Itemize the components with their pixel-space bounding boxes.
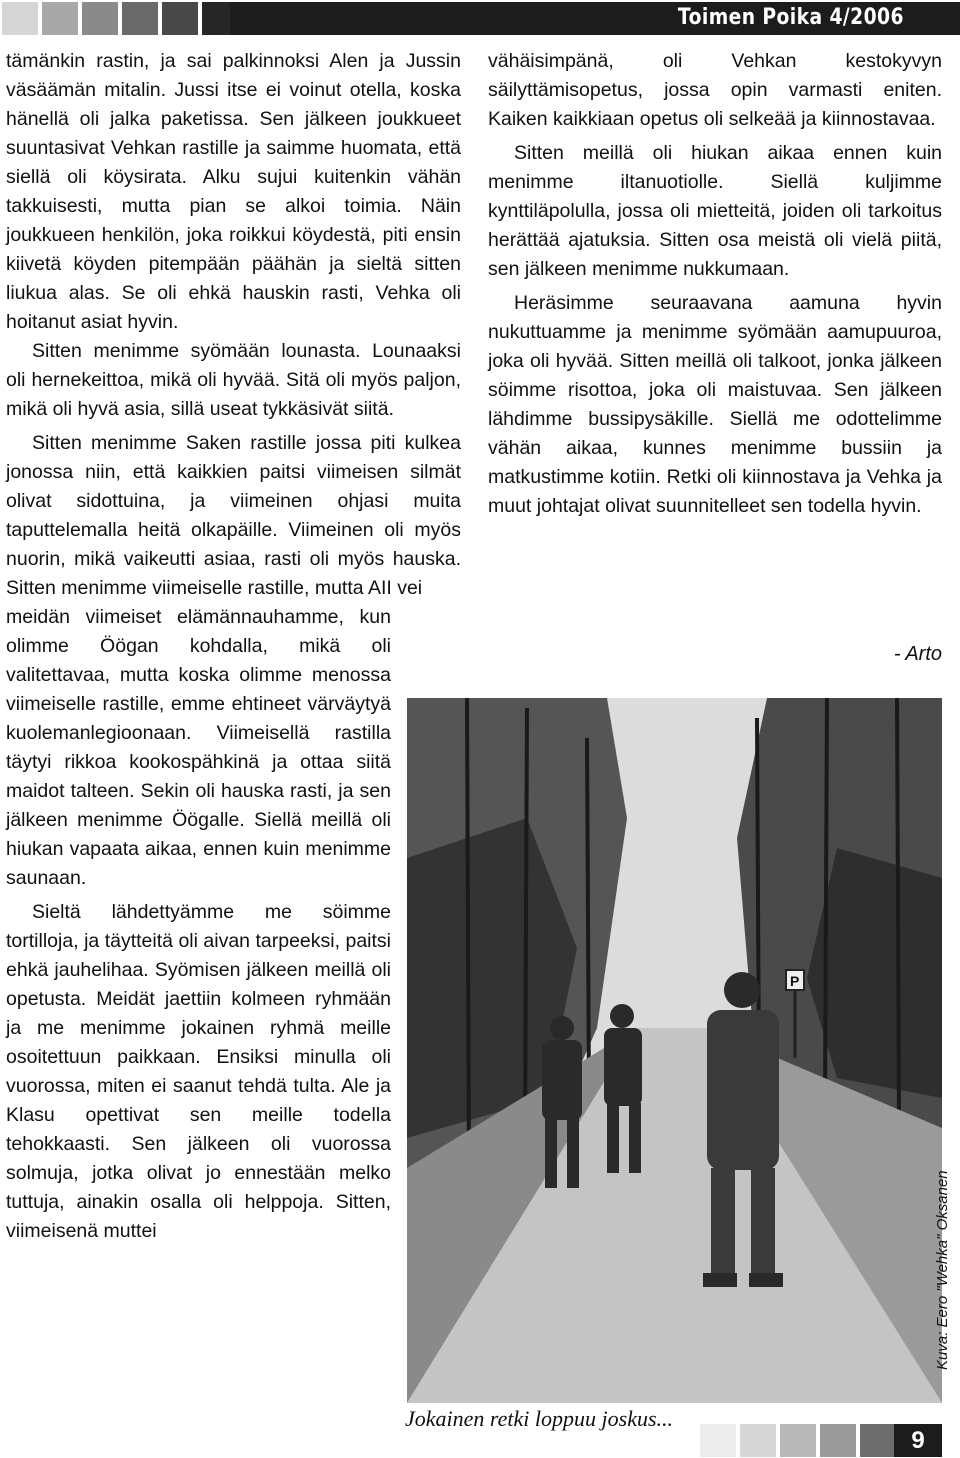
header-square: [162, 2, 198, 35]
photo-illustration: [407, 698, 942, 1403]
paragraph: Sitten menimme Saken rastille jossa piti kulkea jonossa niin, että kaikkien paitsi viimeisen silmät olivat sidottuina, ja viimeinen ohjasi muita taputtelemalla heitä olkapäille. Viimeinen oli myös nuorin, mikä vaikeutti asiaa, rasti oli myös hauska. Sitten menimme viimeiselle rastille, mutta AII vei: [6, 432, 461, 599]
photo-caption: Jokainen retki loppuu joskus...: [405, 1406, 674, 1431]
paragraph: vähäisimpänä, oli Vehkan kestokyvyn säilyttämisopetus, jossa opin varmasti eniten. Kaiken kaikkiaan opetus oli selkeää ja kiinnostavaa.: [488, 50, 942, 130]
road-sign-letter: P: [790, 973, 800, 989]
header-decoration-squares: [2, 2, 238, 35]
paragraph: meidän viimeiset elämännauhamme, kun olimme Öögan kohdalla, mikä oli valitettavaa, mutta koska olimme menossa viimeiselle rastille, emme ehtineet värväytyä kuolemanlegioonaan. Viimeisellä rastilla täytyi rikkoa kookospähkinä ja ottaa siitä maidot talteen. Sekin oli hauska rasti, ja sen jälkeen menimme Öögalle. Siellä meillä oli hiukan vapaata aikaa, ennen kuin menimme saunaan.: [6, 606, 391, 889]
header-square: [42, 2, 78, 35]
header-square: [82, 2, 118, 35]
footer-square: [860, 1424, 896, 1457]
footer-square: [700, 1424, 736, 1457]
footer-square: [820, 1424, 856, 1457]
publication-title: Toimen Poika 4/2006: [677, 5, 904, 30]
page-number: 9: [894, 1424, 942, 1457]
photo-credit: Kuva: Eero "Wehka" Oksanen: [934, 1170, 951, 1370]
footer-square: [780, 1424, 816, 1457]
right-text-column: [488, 47, 942, 521]
paragraph: Heräsimme seuraavana aamuna hyvin nukuttuamme ja menimme syömään aamupuuroa, joka oli hyvää. Sitten meillä oli talkoot, jonka jälkeen söimme risottoa, joka oli maistuvaa. Sen jälkeen lähdimme bussipysäkille. Siellä me odottelimme vähän aikaa, kunnes menimme bussiin ja matkustimme kotiin. Retki oli kiinnostava ja Vehka ja muut johtajat olivat suunnitelleet sen todella hyvin.: [488, 292, 942, 517]
header-square: [122, 2, 158, 35]
forest-road-photo: [407, 698, 942, 1403]
paragraph: Sieltä lähdettyämme me söimme tortilloja, ja täytteitä oli aivan tarpeeksi, paitsi ehkä jauhelihaa. Syömisen jälkeen meillä oli opetusta. Meidät jaettiin kolmeen ryhmään ja me menimme jokainen ryhmä meille osoitettuun paikkaan. Ensiksi minulla oli vuorossa, miten ei saanut tehdä tulta. Ale ja Klasu opettivat sen meille todella tehokkaasti. Sen jälkeen oli vuorossa solmuja, jotka olivat jo ennestään melko tuttuja, ainakin osalla oli helppoja. Sitten, viimeisenä muttei: [6, 901, 391, 1242]
paragraph: Sitten menimme syömään lounasta. Lounaaksi oli hernekeittoa, mikä oli hyvää. Sitä oli myös paljon, mikä oli hyvä asia, sillä useat tykkäsivät siitä.: [6, 340, 461, 420]
footer-square: [740, 1424, 776, 1457]
header-bar: [230, 2, 960, 35]
left-text-column: [6, 47, 461, 1246]
paragraph: Sitten meillä oli hiukan aikaa ennen kuin menimme iltanuotiolle. Siellä kuljimme kynttiläpolulla, jossa oli mietteitä, joiden oli tarkoitus herättää ajatuksia. Sitten osa meistä oli vielä piitä, sen jälkeen menimme nukkumaan.: [488, 142, 942, 280]
header-square: [2, 2, 38, 35]
footer-decoration-squares: [700, 1424, 896, 1457]
article-signature: - Arto: [893, 643, 942, 665]
paragraph: tämänkin rastin, ja sai palkinnoksi Alen ja Jussin väsäämän mitalin. Jussi itse ei voinut otella, koska hänellä oli jalka paketissa. Sen jälkeen joukkueet suuntasivat Vehkan rastille ja saimme huomata, että siellä oli köysirata. Alku sujui kuitenkin vähän takkuisesti, mutta pian se alkoi toimia. Näin joukkueen henkilön, joka roikkui köydestä, piti ensin kiivetä köyden pitempään päähän ja sieltä sitten liukua alas. Se oli ehkä hauskin rasti, Vehka oli hoitanut asiat hyvin.: [6, 50, 461, 333]
